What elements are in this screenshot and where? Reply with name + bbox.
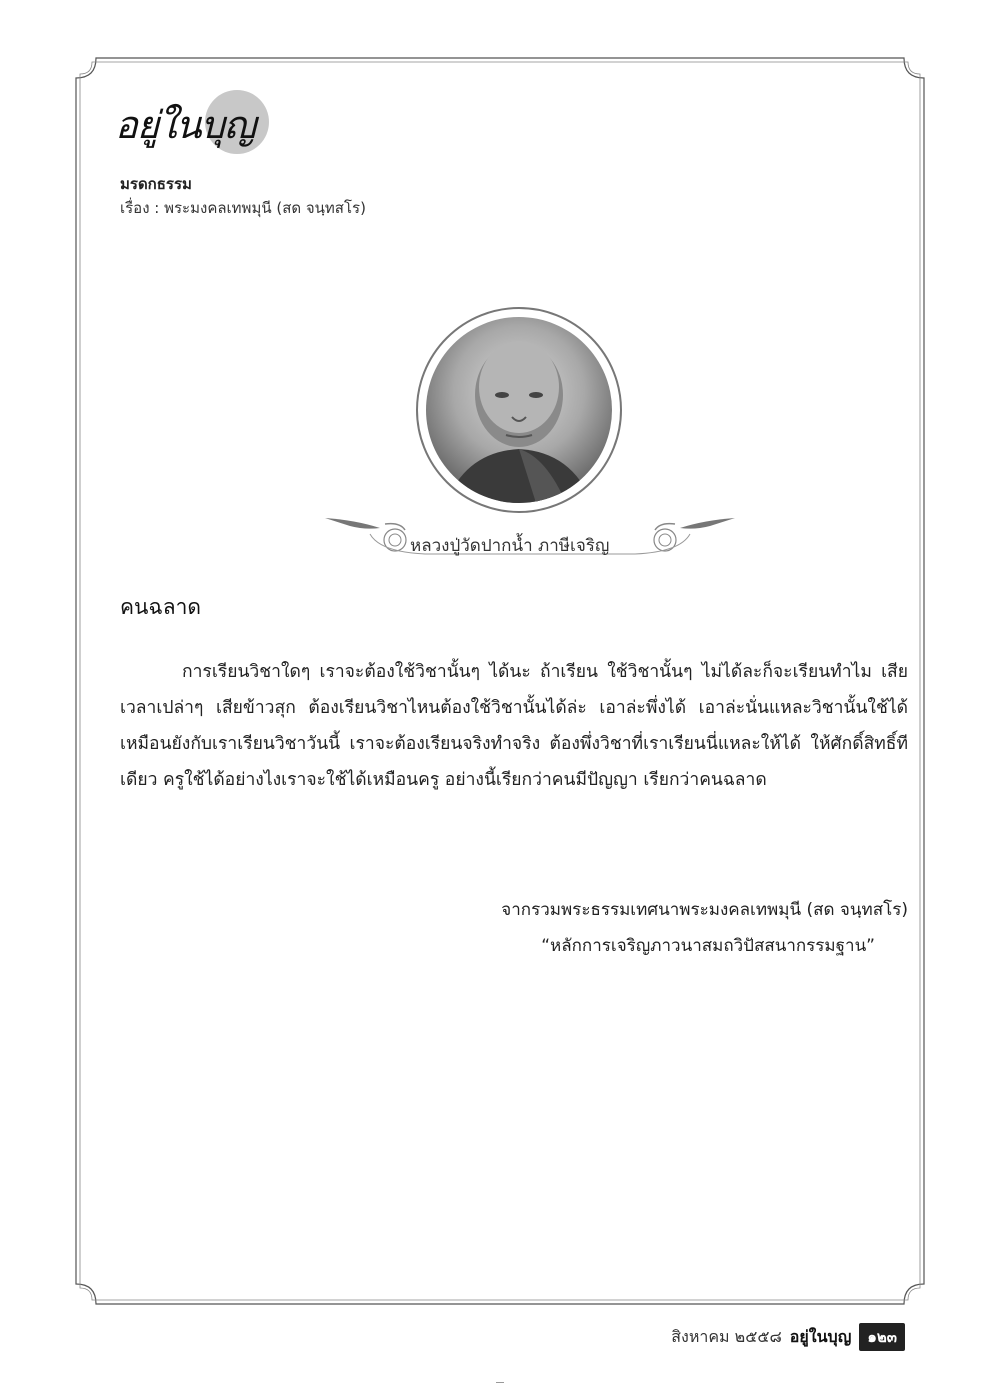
- logo-text: อยู่ในบุญ: [115, 103, 256, 147]
- footer-date: สิงหาคม ๒๕๕๘: [671, 1326, 782, 1346]
- source-line-2: “หลักการเจริญภาวนาสมถวิปัสสนากรรมฐาน”: [541, 936, 875, 956]
- page-number: ๑๒๓: [859, 1323, 905, 1351]
- byline: เรื่อง : พระมงคลเทพมุนี (สด จนฺทสโร): [120, 199, 366, 217]
- portrait-caption: หลวงปู่วัดปากน้ำ ภาษีเจริญ: [410, 536, 610, 556]
- article-heading: คนฉลาด: [120, 595, 202, 619]
- source-line-1: จากรวมพระธรรมเทศนาพระมงคลเทพมุนี (สด จนฺทสโร): [501, 900, 908, 920]
- monk-silhouette: [426, 317, 612, 503]
- portrait-frame: [416, 307, 622, 513]
- article-body: การเรียนวิชาใดๆ เราจะต้องใช้วิชานั้นๆ ได้นะ ถ้าเรียน ใช้วิชานั้นๆ ไม่ได้ละก็จะเรียนทำไม เสียเวลาเปล่าๆ เสียข้าวสุก ต้องเรียนวิชาไหนต้องใช้วิชานั้นได้ล่ะ เอาล่ะพึ่งได้ เอาล่ะนั่นแหละวิชานั้นใช้ได้ เหมือนยังกับเราเรียนวิชาวันนี้ เราจะต้องเรียนจริงทำจริง ต้องพึ่งวิชาที่เราเรียนนี่แหละให้ได้ ให้ศักดิ์สิทธิ์ทีเดียว ครูใช้ได้อย่างไงเราจะใช้ได้เหมือนครู อย่างนี้เรียกว่าคนมีปัญญา เรียกว่าคนฉลาด: [120, 662, 908, 790]
- page-footer: [671, 1323, 905, 1351]
- print-mark: [496, 1382, 504, 1387]
- magazine-logo: [115, 88, 285, 168]
- category-label: มรดกธรรม: [120, 175, 192, 193]
- monk-portrait-image: [426, 317, 612, 503]
- footer-magazine-name: อยู่ในบุญ: [789, 1326, 852, 1346]
